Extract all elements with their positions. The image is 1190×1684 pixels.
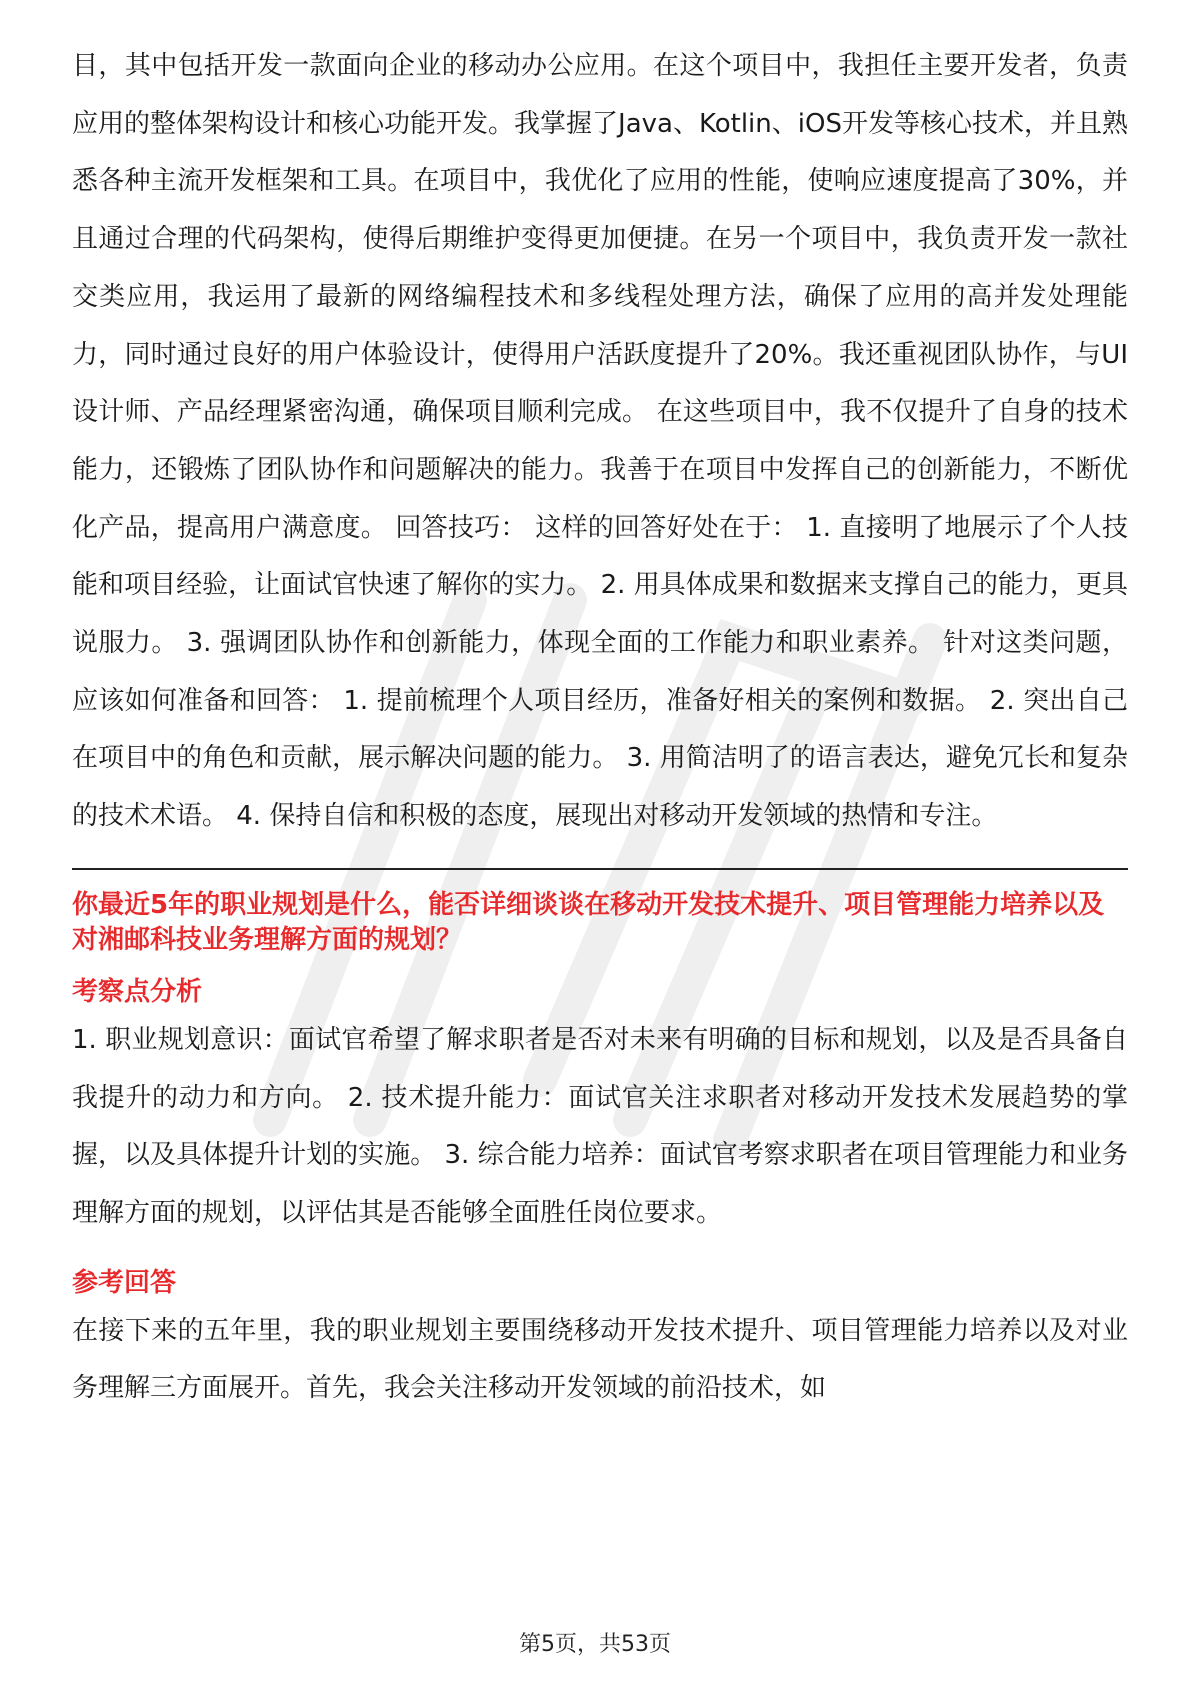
analysis-text: 1. 职业规划意识：面试官希望了解求职者是否对未来有明确的目标和规划，以及是否具备自我提升的动力和方向。 2. 技术提升能力：面试官关注求职者对移动开发技术发展趋势的掌握，以及具体提升计划的实施。 3. 综合能力培养：面试官考察求职者在项目管理能力和业务理解方面的规划，以评估其是否能够全面胜任岗位要求。	[72, 1024, 1128, 1228]
analysis-heading: 考察点分析	[72, 976, 203, 1007]
page-number-footer: 第5页，共53页	[519, 1632, 671, 1657]
interview-question: 你最近5年的职业规划是什么，能否详细谈谈在移动开发技术提升、项目管理能力培养以及对湘邮科技业务理解方面的规划？	[72, 889, 1105, 955]
document-page	[72, 38, 1128, 1418]
reference-heading: 参考回答	[72, 1267, 177, 1298]
reference-text: 在接下来的五年里，我的职业规划主要围绕移动开发技术提升、项目管理能力培养以及对业务理解三方面展开。首先，我会关注移动开发领域的前沿技术，如	[72, 1315, 1128, 1404]
continued-answer-text: 目，其中包括开发一款面向企业的移动办公应用。在这个项目中，我担任主要开发者，负责应用的整体架构设计和核心功能开发。我掌握了Java、Kotlin、iOS开发等核心技术，并且熟悉各种主流开发框架和工具。在项目中，我优化了应用的性能，使响应速度提高了30%，并且通过合理的代码架构，使得后期维护变得更加便捷。在另一个项目中，我负责开发一款社交类应用，我运用了最新的网络编程技术和多线程处理方法，确保了应用的高并发处理能力，同时通过良好的用户体验设计，使得用户活跃度提升了20%。我还重视团队协作，与UI设计师、产品经理紧密沟通，确保项目顺利完成。 在这些项目中，我不仅提升了自身的技术能力，还锻炼了团队协作和问题解决的能力。我善于在项目中发挥自己的创新能力，不断优化产品，提高用户满意度。 回答技巧： 这样的回答好处在于： 1. 直接明了地展示了个人技能和项目经验，让面试官快速了解你的实力。 2. 用具体成果和数据来支撑自己的能力，更具说服力。 3. 强调团队协作和创新能力，体现全面的工作能力和职业素养。 针对这类问题，应该如何准备和回答： 1. 提前梳理个人项目经历，准备好相关的案例和数据。 2. 突出自己在项目中的角色和贡献，展示解决问题的能力。 3. 用简洁明了的语言表达，避免冗长和复杂的技术术语。 4. 保持自信和积极的态度，展现出对移动开发领域的热情和专注。	[72, 51, 1128, 832]
section-divider	[72, 868, 1128, 870]
